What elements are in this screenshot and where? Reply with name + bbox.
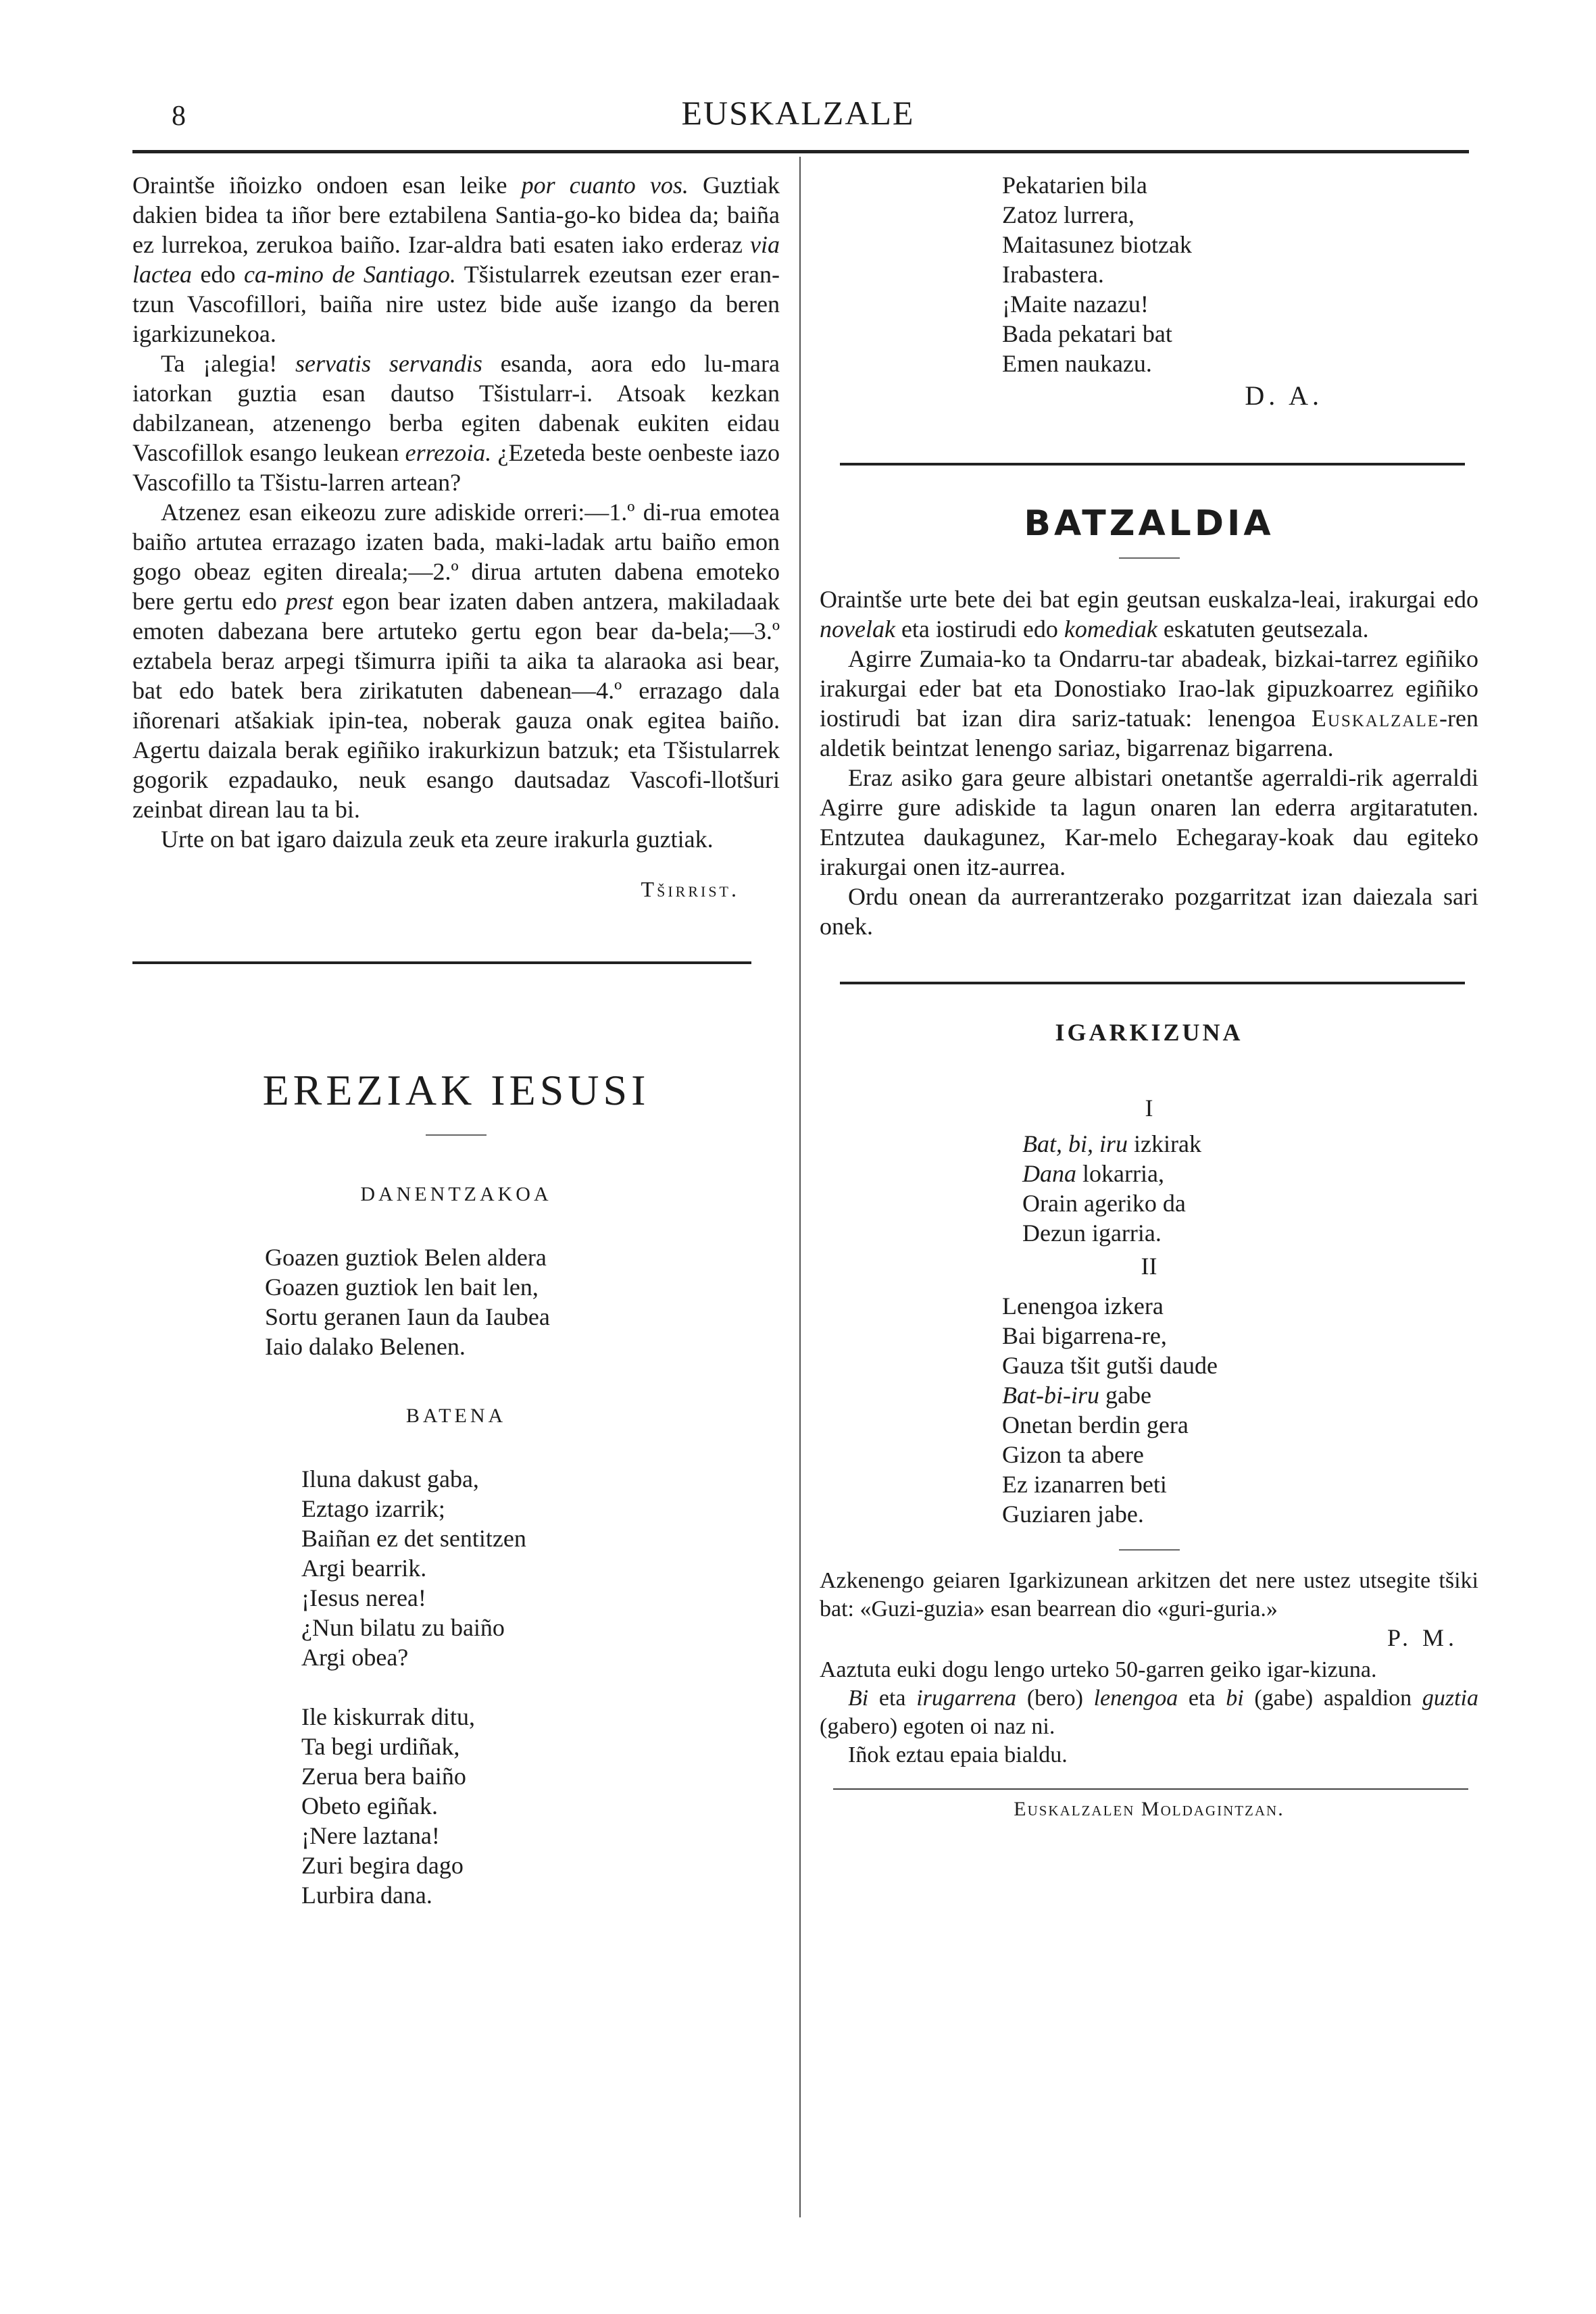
verse-line: Ez izanarren beti [1002, 1471, 1167, 1498]
verse-line: Pekatarien bila [1002, 172, 1147, 199]
verse-line: Argi bearrik. [301, 1555, 427, 1582]
verse-line: Lenengoa izkera [1002, 1292, 1164, 1319]
answer-paragraph: Iñok eztau epaia bialdu. [848, 1742, 1068, 1767]
section-title: IGARKIZUNA [1055, 1019, 1243, 1046]
news-paragraph: Eraz asiko gara geure albistari onetantše agerraldi-rik agerraldi Agirre gure adiskide ta lagun onaren lan ederra argitaratuten. Entzutea daukagunez, Kar-melo Echegaray-koak dau egiteko irakurgai onen itz-aurrea. [820, 764, 1478, 880]
poem-title: EREZIAK IESUSI [262, 1066, 650, 1114]
note-initials: P. M. [1387, 1624, 1458, 1651]
verse-line: Goazen guztiok len bait len, [265, 1274, 539, 1301]
poem-initials: D. A. [1245, 380, 1323, 411]
right-column [820, 170, 1478, 1821]
news-paragraph: Oraintše urte bete dei bat egin geutsan euskalza-leai, irakurgai edo novelak eta iostirudi edo komediak eskatuten geutsezala. [820, 586, 1478, 643]
stanza [132, 1464, 780, 1672]
answer-body [820, 1656, 1478, 1769]
riddle-stanza [820, 1291, 1478, 1529]
verse-line: Sortu geranen Iaun da Iaubea [265, 1303, 550, 1330]
verse-line: Bat, bi, iru izkirak [1022, 1130, 1201, 1157]
verse-line: Emen naukazu. [1002, 350, 1152, 377]
verse-line: Irabastera. [1002, 261, 1104, 288]
verse-line: Lurbira dana. [301, 1882, 432, 1909]
verse-line: ¡Nere laztana! [301, 1822, 440, 1849]
verse-line: Gauza tšit gutši daude [1002, 1352, 1218, 1379]
header-rule [132, 150, 1469, 153]
running-title: EUSKALZALE [681, 94, 915, 132]
article-paragraph: Oraintše iñoizko ondoen esan leike por cuanto vos. Guztiak dakien bidea ta iñor bere eztabilena Santia-go-ko bidea da; baiña ez lurrekoa, zerukoa baiño. Izar-aldra bati esaten iako erderaz via lactea edo ca-mino de Santiago. Tšistularrek ezeutsan ezer eran-tzun Vascofillori, baiña nire ustez bide auše izango da beren igarkizunekoa. [132, 172, 780, 347]
verse-line: Dana lokarria, [1022, 1160, 1164, 1187]
part-numeral: II [1141, 1253, 1157, 1280]
printer-credit: Euskalzalen Moldagintzan. [1014, 1798, 1285, 1820]
batzaldia-body [820, 584, 1478, 941]
left-column [132, 170, 780, 1910]
verse-line: Iaio dalako Belenen. [265, 1333, 466, 1360]
verse-line: Zuri begira dago [301, 1852, 464, 1879]
verse-line: Argi obea? [301, 1644, 409, 1671]
verse-line: Goazen guztiok Belen aldera [265, 1244, 547, 1271]
stanza [132, 1242, 780, 1361]
section-heading: DANENTZAKOA [360, 1183, 552, 1205]
verse-line: Maitasunez biotzak [1002, 231, 1192, 258]
riddle-stanza [820, 1129, 1478, 1248]
note-paragraph: Azkenengo geiaren Igarkizunean arkitzen det nere ustez utsegite tšiki bat: «Guzi-guzia» esan bearrean dio «guri-guria.» [820, 1568, 1478, 1621]
verse-line: Zatoz lurrera, [1002, 201, 1134, 228]
verse-line: ¡Maite nazazu! [1002, 291, 1149, 318]
section-heading: BATENA [405, 1405, 507, 1427]
verse-line: ¿Nun bilatu zu baiño [301, 1614, 505, 1641]
article-paragraph: Atzenez esan eikeozu zure adiskide orreri:—1.º di-rua emotea baiño artutea errazago izaten bada, maki-ladak artu baiño emon gogo obeaz egiten direala;—2.º dirua artuten dabena emoteko bere gertu edo prest egon bear izaten daben antzera, makiladaak emoten dabezana bere artuteko gertu egon bear da-bela;—3.º eztabela beraz arpegi tšimurra ipiñi ta aika ta alaraoka asi bear, bat edo batek bera zirikatuten dabenean—4.º errazago dala iñorenari atšakiak ipin-tea, noberak gauza onak egitea baiño. Agertu daizala berak egiñiko irakurkizun batzuk; eta Tšistularrek gogorik ezpadauko, neuk esango dautsadaz Vascofi-llotšuri zeinbat direan lau ta bi. [132, 499, 780, 823]
article-signature: Tširrist. [641, 877, 739, 901]
verse-line: Onetan berdin gera [1002, 1411, 1189, 1438]
verse-line: Zerua bera baiño [301, 1763, 466, 1790]
verse-line: Iluna dakust gaba, [301, 1465, 479, 1492]
verse-line: Guziaren jabe. [1002, 1501, 1144, 1528]
section-title: BATZALDIA [1024, 503, 1274, 544]
article-paragraph: Urte on bat igaro daizula zeuk eta zeure irakurla guztiak. [161, 826, 714, 853]
verse-line: Gizon ta abere [1002, 1441, 1144, 1468]
verse-line: Orain ageriko da [1022, 1190, 1186, 1217]
verse-line: Eztago izarrik; [301, 1495, 445, 1522]
page-number: 8 [172, 101, 186, 132]
verse-line: Ta begi urdiñak, [301, 1733, 460, 1760]
column-divider [799, 157, 801, 2217]
verse-line: Bat-bi-iru gabe [1002, 1382, 1151, 1409]
stanza [132, 1702, 780, 1910]
part-numeral: I [1145, 1095, 1153, 1122]
poem-continuation [820, 170, 1478, 378]
verse-line: Dezun igarria. [1022, 1219, 1162, 1247]
answer-paragraph: Aaztuta euki dogu lengo urteko 50-garren geiko igar-kizuna. [820, 1657, 1377, 1682]
article-paragraph: Ta ¡alegia! servatis servandis esanda, aora edo lu-mara iatorkan guztia esan dautso Tšistularr-i. Atsoak kezkan dabilzanean, atzenengo berba egiten dabenak eukiten eidau Vascofillok esango leukean errezoia. ¿Ezeteda beste oenbeste iazo Vascofillo ta Tšistu-larren artean? [132, 350, 780, 496]
verse-line: Bai bigarrena-re, [1002, 1322, 1167, 1349]
verse-line: ¡Iesus nerea! [301, 1584, 426, 1611]
news-paragraph: Agirre Zumaia-ko ta Ondarru-tar abadeak, bizkai-tarrez egiñiko irakurgai eder bat eta Donostiako Irao-lak gipuzkoarrez egiñiko iostirudi bat izan dira sariz-tatuak: lenengoa Euskalzale-ren aldetik beintzat lenengo sariaz, bigarrenaz bigarrena. [820, 645, 1478, 761]
answer-paragraph: Bi eta irugarrena (bero) lenengoa eta bi (gabe) aspaldion guztia (gabero) egoten oi naz ni. [820, 1686, 1478, 1739]
verse-line: Ile kiskurrak ditu, [301, 1703, 475, 1730]
news-paragraph: Ordu onean da aurrerantzerako pozgarritzat izan daiezala sari onek. [820, 883, 1478, 940]
article-body [132, 170, 780, 854]
verse-line: Obeto egiñak. [301, 1792, 438, 1819]
verse-line: Baiñan ez det sentitzen [301, 1525, 526, 1552]
verse-line: Bada pekatari bat [1002, 320, 1172, 347]
